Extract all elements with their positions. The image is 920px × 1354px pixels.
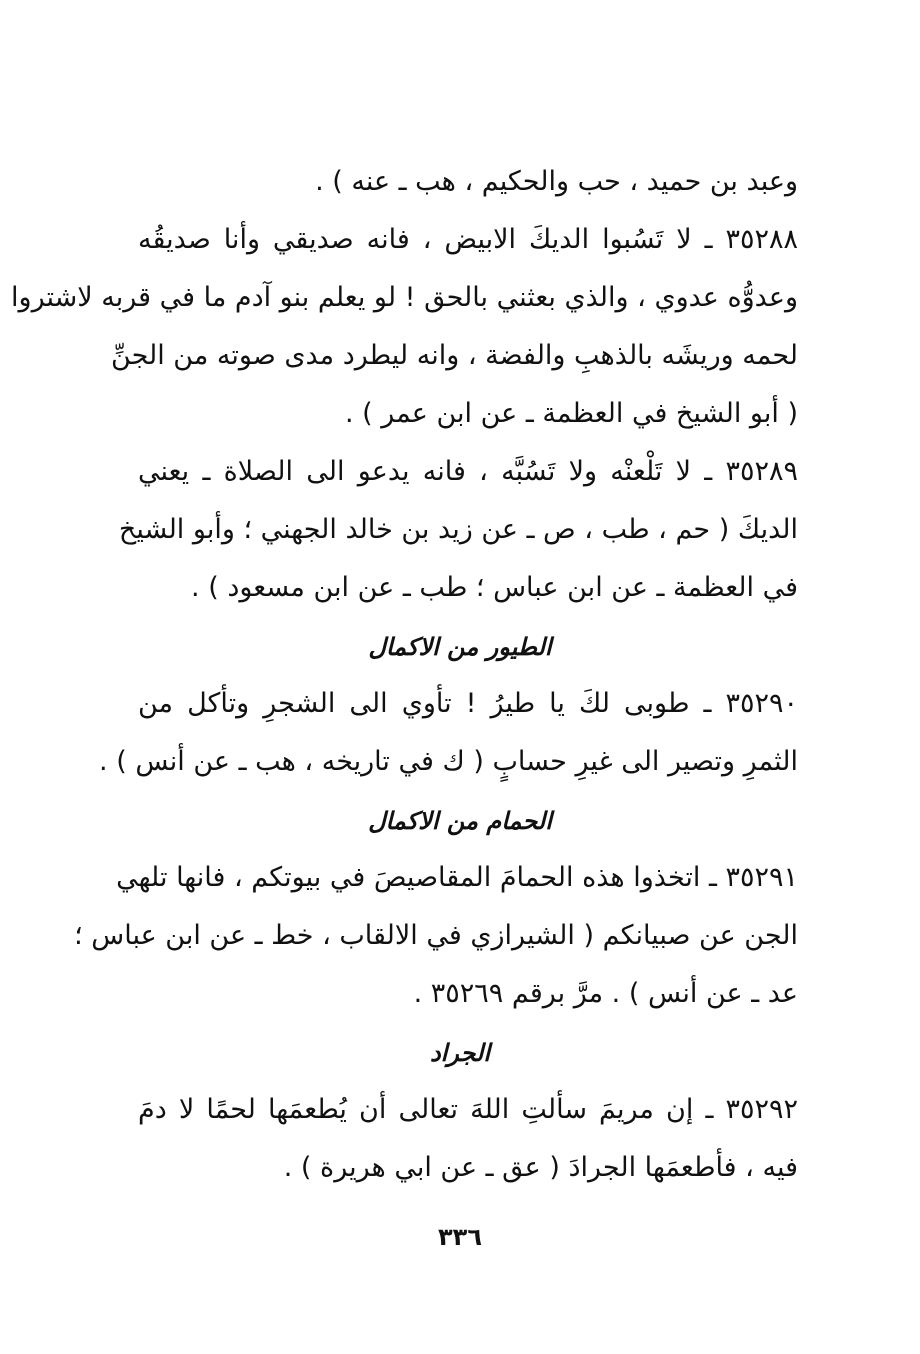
source-citation: عد ـ عن أنس ) . مرَّ برقم ٣٥٢٦٩ . bbox=[413, 978, 798, 1009]
hadith-35290-line-1: ٣٥٢٩٠ ـ طوبى لكَ يا طيرُ ! تأوي الى الشجرِ وتأكل من bbox=[138, 688, 798, 719]
hadith-35288-line-1: ٣٥٢٨٨ ـ لا تَسُبوا الديكَ الابيض ، فانه صديقي وأنا صديقُه bbox=[138, 224, 798, 255]
source-citation: الثمرِ وتصير الى غيرِ حسابٍ ( ك في تاريخه ، هب ـ عن أنس ) . bbox=[99, 746, 798, 777]
section-heading-locusts: الجراد bbox=[429, 1039, 491, 1067]
source-citation: ( أبو الشيخ في العظمة ـ عن ابن عمر ) . bbox=[345, 398, 798, 429]
text-line: لحمه وريشَه بالذهبِ والفضة ، وانه ليطرد مدى صوته من الجنِّ bbox=[111, 340, 798, 371]
text-line: وعبد بن حميد ، حب والحكيم ، هب ـ عنه ) . bbox=[315, 166, 798, 197]
source-citation: فيه ، فأطعمَها الجرادَ ( عق ـ عن ابي هريرة ) . bbox=[283, 1152, 798, 1183]
hadith-35291-line-1: ٣٥٢٩١ ـ اتخذوا هذه الحمامَ المقاصيصَ في بيوتكم ، فانها تلهي bbox=[116, 862, 798, 893]
section-heading-pigeons: الحمام من الاكمال bbox=[368, 807, 552, 835]
page-number: ٣٣٦ bbox=[438, 1223, 482, 1251]
text-line: الجن عن صبيانكم ( الشيرازي في الالقاب ، خط ـ عن ابن عباس ؛ bbox=[74, 920, 798, 951]
section-heading-birds: الطيور من الاكمال bbox=[368, 633, 552, 661]
text-line: الديكَ ( حم ، طب ، ص ـ عن زيد بن خالد الجهني ؛ وأبو الشيخ bbox=[118, 514, 798, 545]
text-line: وعدوُّه عدوي ، والذي بعثني بالحق ! لو يعلم بنو آدم ما في قربه لاشتروا bbox=[11, 282, 798, 313]
hadith-35292-line-1: ٣٥٢٩٢ ـ إن مريمَ سألتِ اللهَ تعالى أن يُطعمَها لحمًا لا دمَ bbox=[138, 1094, 798, 1125]
hadith-35289-line-1: ٣٥٢٨٩ ـ لا تَلْعنْه ولا تَسُبَّه ، فانه يدعو الى الصلاة ـ يعني bbox=[138, 456, 798, 487]
source-citation: في العظمة ـ عن ابن عباس ؛ طب ـ عن ابن مسعود ) . bbox=[191, 572, 798, 603]
